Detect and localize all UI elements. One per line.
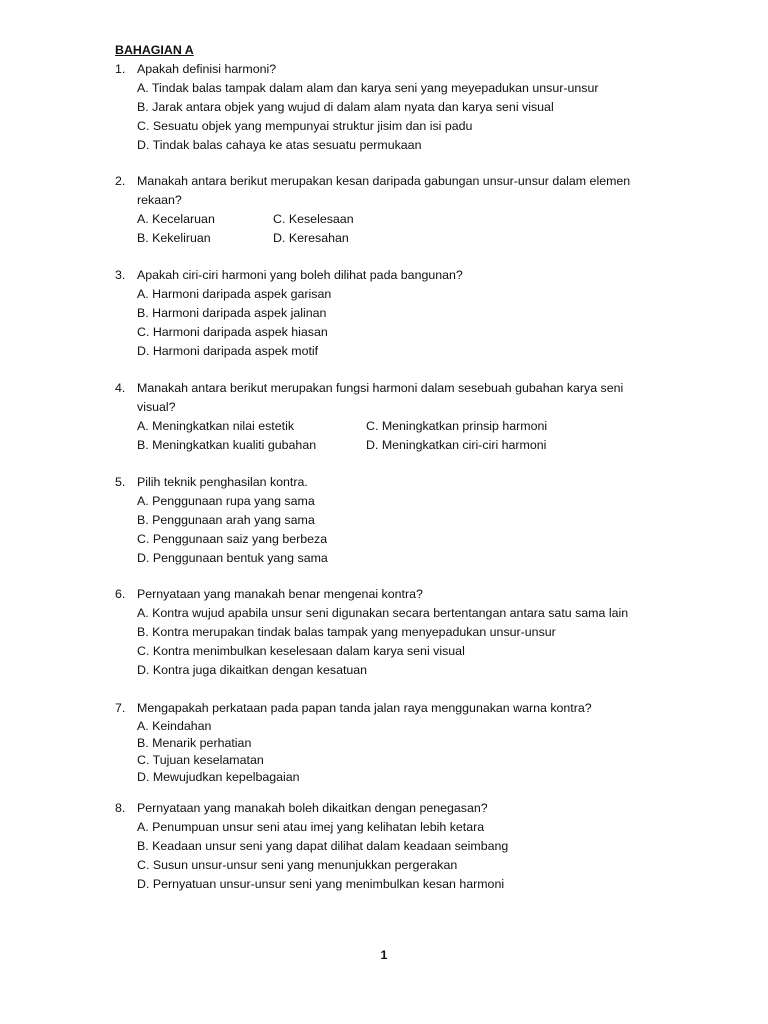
question-6 [115,585,675,680]
option-a: A. Penumpuan unsur seni atau imej yang kelihatan lebih ketara [137,820,485,834]
question-5 [115,473,675,568]
question-2 [115,172,675,248]
option-d: D. Pernyatuan unsur-unsur seni yang menimbulkan kesan harmoni [137,877,505,891]
question-text: Manakah antara berikut merupakan kesan daripada gabungan unsur-unsur dalam elemen [137,174,631,188]
page-number: 1 [380,948,388,962]
option-c: C. Susun unsur-unsur seni yang menunjukkan pergerakan [137,858,458,872]
section-title: BAHAGIAN A [115,43,194,57]
question-text: Pernyataan yang manakah benar mengenai kontra? [137,587,423,601]
question-number: 6. [115,587,126,601]
option-a: A. Harmoni daripada aspek garisan [137,287,332,301]
option-d: D. Kontra juga dikaitkan dengan kesatuan [137,663,368,677]
option-b: B. Penggunaan arah yang sama [137,513,315,527]
option-d: D. Keresahan [273,231,349,245]
option-c: C. Meningkatkan prinsip harmoni [366,419,548,433]
question-text-continued: rekaan? [137,193,182,207]
option-b: B. Keadaan unsur seni yang dapat dilihat dalam keadaan seimbang [137,839,509,853]
option-b: B. Jarak antara objek yang wujud di dalam alam nyata dan karya seni visual [137,100,554,114]
question-3 [115,266,675,361]
option-b: B. Meningkatkan kualiti gubahan [137,438,317,452]
option-c: C. Tujuan keselamatan [137,753,264,767]
option-c: C. Sesuatu objek yang mempunyai struktur jisim dan isi padu [137,119,473,133]
option-d: D. Harmoni daripada aspek motif [137,344,319,358]
option-d: D. Tindak balas cahaya ke atas sesuatu permukaan [137,138,422,152]
option-a: A. Tindak balas tampak dalam alam dan karya seni yang meyepadukan unsur-unsur [137,81,599,95]
option-c: C. Kontra menimbulkan keselesaan dalam karya seni visual [137,644,465,658]
option-a: A. Kontra wujud apabila unsur seni digunakan secara bertentangan antara satu sama lain [137,606,629,620]
question-text: Apakah definisi harmoni? [137,62,277,76]
option-b: B. Menarik perhatian [137,736,252,750]
question-8 [115,799,675,894]
option-c: C. Penggunaan saiz yang berbeza [137,532,328,546]
question-text: Pilih teknik penghasilan kontra. [137,475,308,489]
option-d: D. Mewujudkan kepelbagaian [137,770,300,784]
option-b: B. Harmoni daripada aspek jalinan [137,306,327,320]
question-text: Manakah antara berikut merupakan fungsi harmoni dalam sesebuah gubahan karya seni [137,381,624,395]
option-c: C. Keselesaan [273,212,354,226]
question-number: 2. [115,174,126,188]
option-d: D. Penggunaan bentuk yang sama [137,551,328,565]
question-number: 8. [115,801,126,815]
question-4 [115,379,675,455]
question-number: 1. [115,62,126,76]
question-1 [115,60,675,155]
option-d: D. Meningkatkan ciri-ciri harmoni [366,438,547,452]
option-a: A. Kecelaruan [137,212,215,226]
option-a: A. Keindahan [137,719,212,733]
question-7 [115,699,675,786]
question-text: Mengapakah perkataan pada papan tanda jalan raya menggunakan warna kontra? [137,701,592,715]
question-text-continued: visual? [137,400,176,414]
question-text: Pernyataan yang manakah boleh dikaitkan dengan penegasan? [137,801,488,815]
option-b: B. Kekeliruan [137,231,211,245]
question-number: 3. [115,268,126,282]
question-number: 7. [115,701,126,715]
option-a: A. Penggunaan rupa yang sama [137,494,315,508]
option-a: A. Meningkatkan nilai estetik [137,419,295,433]
question-text: Apakah ciri-ciri harmoni yang boleh dilihat pada bangunan? [137,268,463,282]
option-b: B. Kontra merupakan tindak balas tampak yang menyepadukan unsur-unsur [137,625,556,639]
option-c: C. Harmoni daripada aspek hiasan [137,325,328,339]
question-number: 5. [115,475,126,489]
question-number: 4. [115,381,126,395]
